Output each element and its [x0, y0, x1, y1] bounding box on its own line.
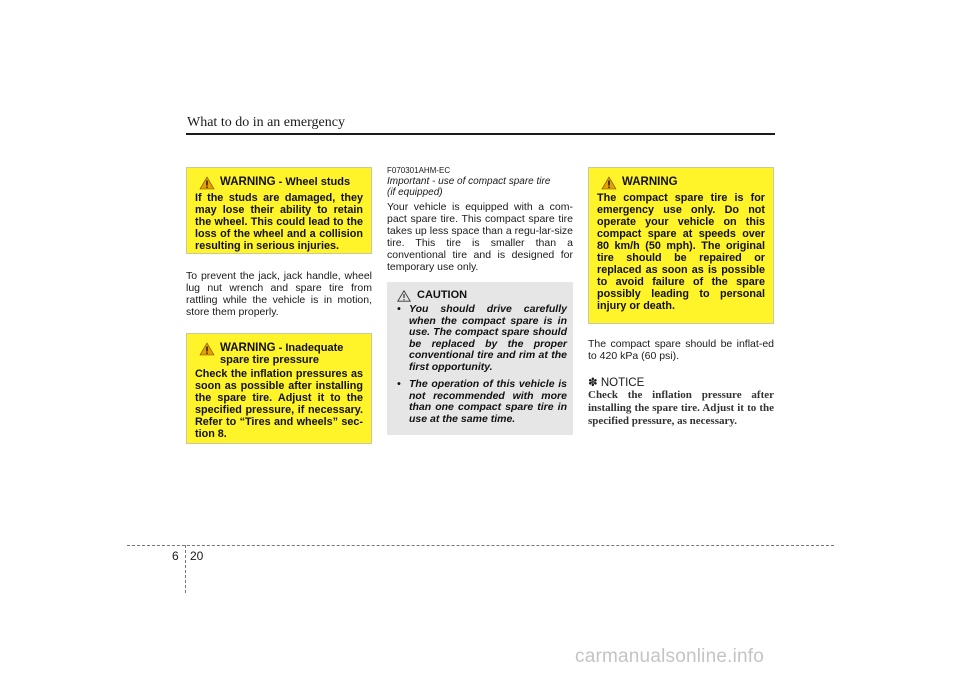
caution-item — [397, 304, 567, 373]
header-rule — [186, 133, 775, 135]
caution-item-text: You should drive carefully when the compact spare is in use. The compact spare should be replaced by the proper conventional tire and rim at the first opportunity. — [409, 303, 567, 373]
section-subtitle-line1: Important - use of compact spare tire — [387, 176, 551, 187]
notice-title: ✽ NOTICE — [588, 377, 645, 389]
notice-body: Check the inflation pressure after installing the spare tire. Adjust it to the specified pressure, as necessary. — [588, 389, 774, 427]
chapter-number: 6 — [172, 549, 179, 563]
storage-paragraph: To prevent the jack, jack handle, wheel lug nut wrench and spare tire from rattling while the vehicle is in motion, store them properly. — [186, 270, 372, 318]
bullet-icon: • — [397, 378, 401, 390]
section-code: F070301AHM-EC — [387, 166, 451, 175]
warning-triangle-icon — [199, 176, 215, 190]
watermark: carmanualsonline.info — [575, 646, 765, 667]
page-header-title: What to do in an emergency — [187, 115, 345, 130]
warning-subtitle: - Inadequate — [278, 342, 344, 354]
caution-list — [397, 304, 567, 425]
caution-box — [387, 282, 573, 435]
warning-subtitle-line2: spare tire pressure — [220, 354, 320, 366]
warning-label: WARNING — [622, 176, 678, 188]
warning-body: If the studs are damaged, they may lose their ability to retain the wheel. This could lead to the loss of the wheel and a collision resulting in serious injuries. — [195, 192, 363, 252]
caution-title — [397, 290, 567, 302]
warning-label: WARNING — [220, 342, 276, 354]
caution-item — [397, 379, 567, 425]
caution-item-text: The operation of this vehicle is not recommended with more than one compact spare tire in use at the same time. — [409, 378, 567, 425]
section-body: Your vehicle is equipped with a com-pact spare tire. This compact spare tire takes up less space than a regu-lar-size tire. This tire is smaller than a conventional tire and is designed for temporary use only. — [387, 201, 573, 273]
warning-spare-pressure-box — [186, 333, 372, 444]
footer-divider — [185, 545, 186, 593]
warning-triangle-icon — [601, 176, 617, 190]
section-subtitle-line2: (if equipped) — [387, 187, 443, 198]
caution-triangle-icon — [397, 290, 411, 302]
warning-subtitle: - Wheel studs — [278, 176, 351, 188]
warning-body: Check the inflation pressures as soon as possible after installing the spare tire. Adjust it to the specified pressure, if necessary. Refer to “Tires and wheels” sec-tion 8. — [195, 368, 363, 440]
inflation-paragraph: The compact spare should be inflat-ed to 420 kPa (60 psi). — [588, 338, 774, 362]
caution-label: CAUTION — [417, 289, 468, 302]
warning-title — [195, 342, 363, 366]
warning-title — [195, 176, 363, 190]
warning-body: The compact spare tire is for emergency use only. Do not operate your vehicle on this compact spare at speeds over 80 km/h (50 mph). The original tire should be repaired or replaced as soon as is possible to avoid failure of the spare possibly leading to personal injury or death. — [597, 192, 765, 312]
warning-triangle-icon — [199, 342, 215, 356]
warning-title — [597, 176, 765, 190]
page-number: 20 — [190, 549, 204, 563]
bullet-icon: • — [397, 303, 401, 315]
warning-compact-spare-box — [588, 167, 774, 324]
section-subtitle — [387, 176, 577, 198]
warning-label: WARNING — [220, 176, 276, 188]
warning-wheel-studs-box — [186, 167, 372, 254]
footer-rule — [127, 545, 834, 546]
